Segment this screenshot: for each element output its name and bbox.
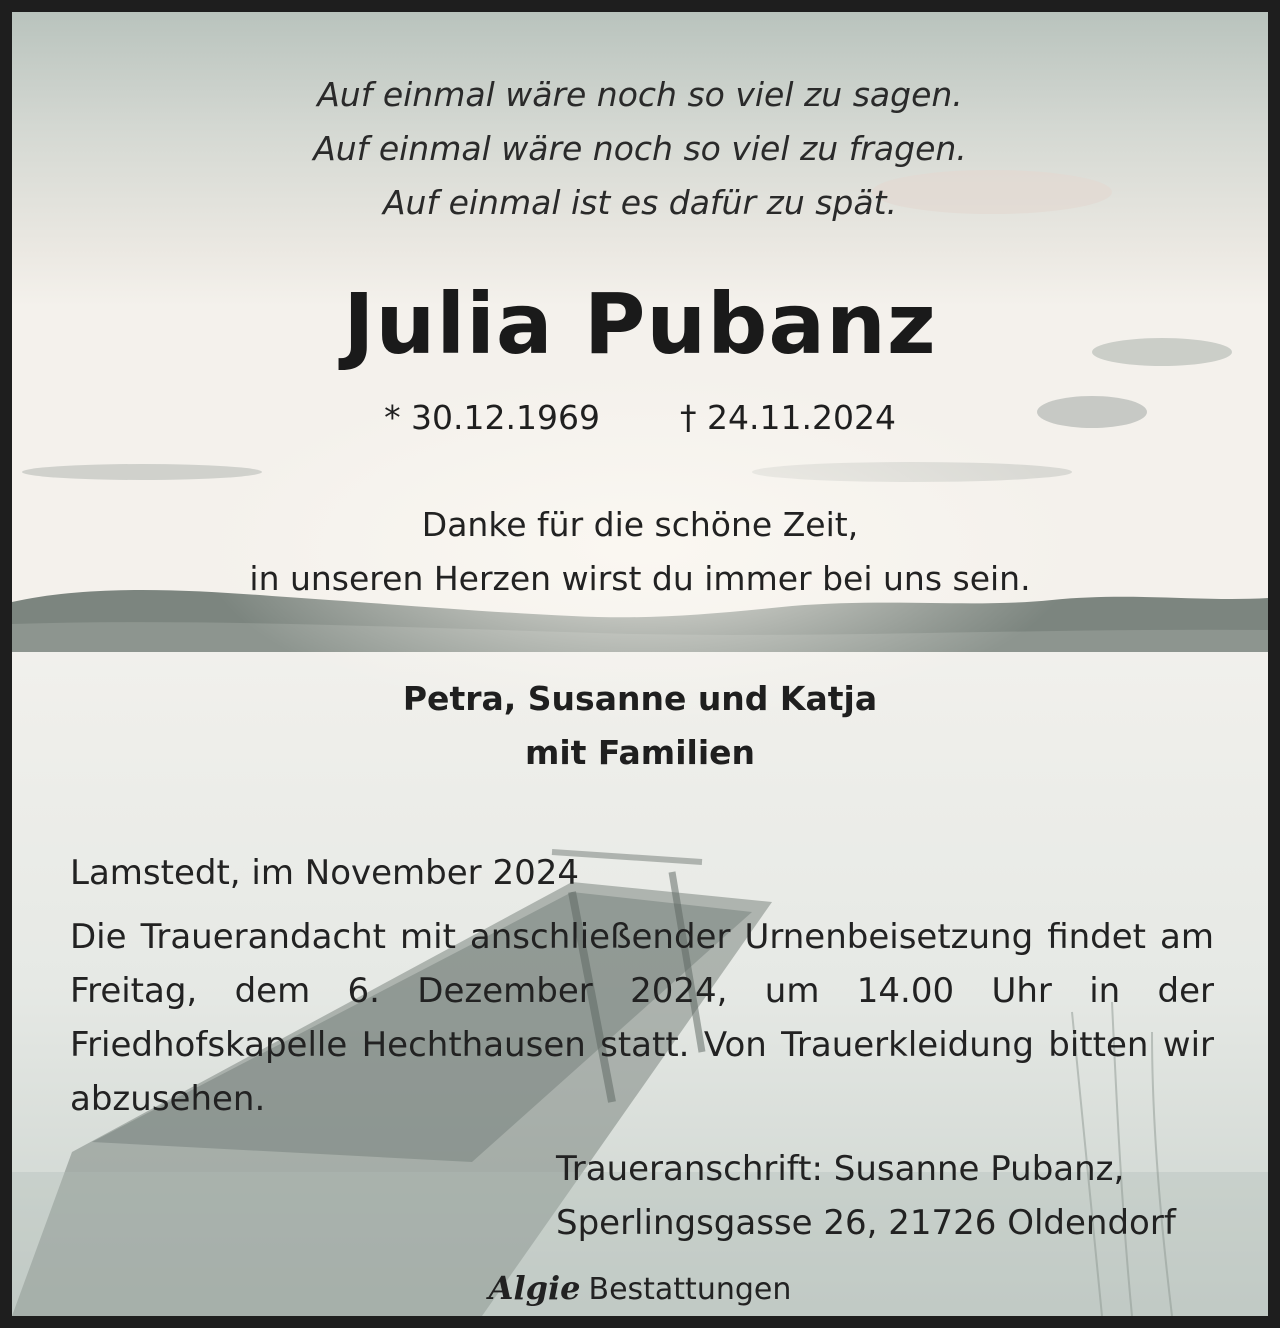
address-line: Traueranschrift: Susanne Pubanz,	[556, 1149, 1125, 1189]
verse-line: Auf einmal wäre noch so viel zu fragen.	[313, 129, 967, 168]
mourners-line: mit Familien	[524, 733, 756, 772]
birth-date: * 30.12.1969	[384, 398, 600, 437]
verse-line: Auf einmal ist es dafür zu spät.	[382, 183, 898, 222]
funeral-home	[12, 1266, 1268, 1312]
mourning-address	[556, 1142, 1216, 1250]
funeral-home-logo: Algie	[488, 1269, 581, 1307]
life-dates	[12, 396, 1268, 440]
deceased-name: Julia Pubanz	[343, 275, 937, 373]
thanks-line: in unseren Herzen wirst du immer bei uns sein.	[249, 559, 1031, 598]
mourners-line: Petra, Susanne und Katja	[402, 679, 878, 718]
funeral-home-label: Bestattungen	[588, 1272, 792, 1307]
thanks-message	[12, 498, 1268, 606]
death-date: † 24.11.2024	[680, 398, 896, 437]
address-line: Sperlingsgasse 26, 21726 Oldendorf	[556, 1203, 1176, 1243]
thanks-line: Danke für die schöne Zeit,	[421, 505, 859, 544]
mourners	[12, 672, 1268, 780]
place-date: Lamstedt, im November 2024	[70, 853, 579, 893]
verse-line: Auf einmal wäre noch so viel zu sagen.	[317, 75, 963, 114]
memorial-verse	[12, 68, 1268, 230]
service-announcement: Die Trauerandacht mit anschließender Urnenbeisetzung findet am Freitag, dem 6. Dezember 2024, um 14.00 Uhr in der Friedhofskapelle Hechthausen statt. Von Trauerkleidung bitten wir abzusehen.	[70, 917, 1214, 1119]
